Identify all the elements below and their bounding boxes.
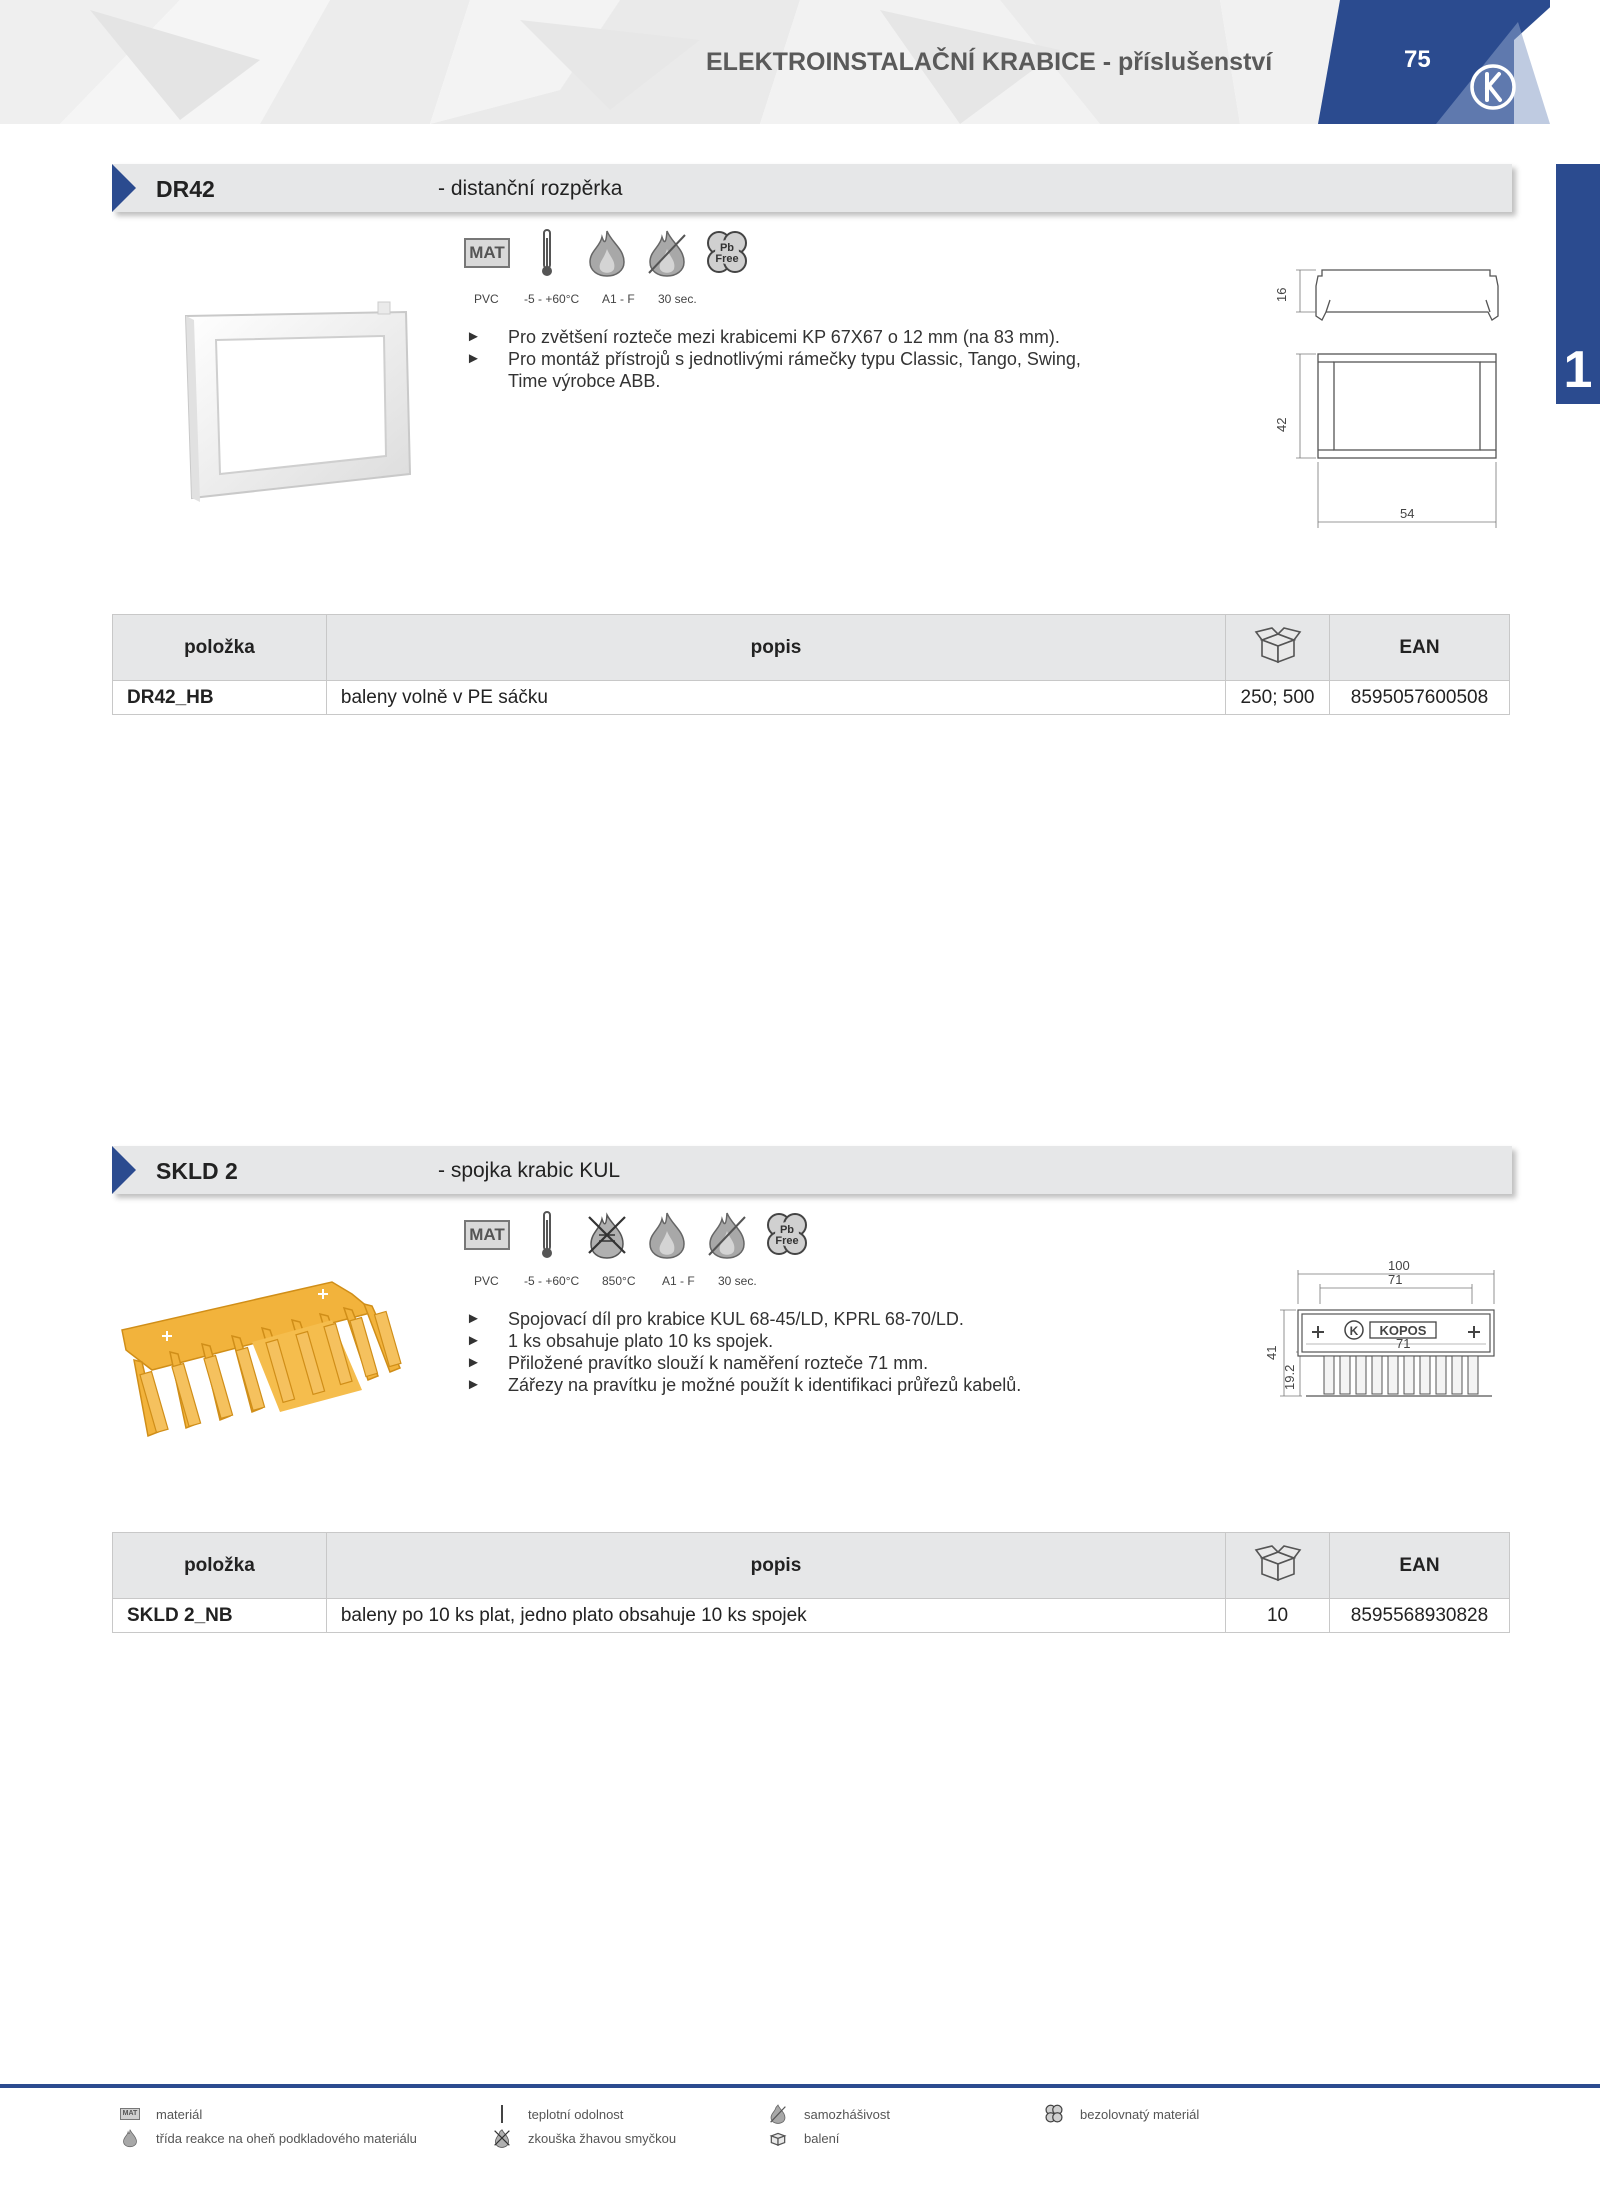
feature-item: ► Pro zvětšení rozteče mezi krabicemi KP 67X67 o 12 mm (na 83 mm). <box>466 327 1060 347</box>
page-number: 75 <box>1404 46 1431 73</box>
legend-item-package: balení <box>766 2128 839 2148</box>
svg-text:19.2: 19.2 <box>1282 1364 1297 1390</box>
product-header-skld2 <box>112 1146 1512 1194</box>
column-header-ean: EAN <box>1329 615 1509 681</box>
product-code: SKLD 2 <box>156 1158 238 1184</box>
svg-text:KOPOS: KOPOS <box>1379 1323 1427 1338</box>
icon-label: 30 sec. <box>658 292 697 306</box>
feature-item: ► Pro montáž přístrojů s jednotlivými rámečky typu Classic, Tango, Swing, <box>466 349 1081 369</box>
cell-ean: 8595057600508 <box>1329 681 1509 715</box>
pb-free-icon <box>758 1210 816 1260</box>
material-icon: MAT <box>458 1210 516 1260</box>
cell-item: SKLD 2_NB <box>113 1599 327 1633</box>
icon-label: 850°C <box>602 1274 636 1288</box>
self-extinguish-icon <box>638 228 696 278</box>
footer-line <box>0 2084 1600 2088</box>
cell-pack: 250; 500 <box>1226 681 1330 715</box>
column-header-desc: popis <box>326 1533 1225 1599</box>
product-photo-dr42 <box>178 298 418 508</box>
pb-free-icon <box>698 228 756 278</box>
icon-label: A1 - F <box>602 292 635 306</box>
svg-text:41: 41 <box>1264 1345 1279 1360</box>
property-icons <box>458 1210 818 1260</box>
product-photo-skld2 <box>112 1272 432 1472</box>
product-code: DR42 <box>156 176 215 202</box>
legend-item-fire-class: třída reakce na oheň podkladového materiálu <box>118 2128 417 2148</box>
pb-free-icon <box>1042 2104 1066 2124</box>
svg-text:42: 42 <box>1274 417 1289 432</box>
svg-text:16: 16 <box>1274 287 1289 302</box>
product-table-dr42 <box>112 614 1510 715</box>
table-row <box>113 681 1510 715</box>
product-header-dr42 <box>112 164 1512 212</box>
svg-text:Free: Free <box>715 253 739 265</box>
self-extinguish-icon <box>698 1210 756 1260</box>
legend-item-glow-wire: zkouška žhavou smyčkou <box>490 2128 676 2148</box>
column-header-item: položka <box>113 615 327 681</box>
svg-text:54: 54 <box>1400 506 1415 521</box>
thermometer-icon <box>518 1210 576 1260</box>
glow-wire-icon <box>490 2128 514 2148</box>
icon-label: -5 - +60°C <box>524 1274 580 1288</box>
icon-label: -5 - +60°C <box>524 292 580 306</box>
legend-item-pb-free: bezolovnatý materiál <box>1042 2104 1199 2124</box>
svg-text:71: 71 <box>1388 1272 1403 1287</box>
arrow-marker-icon <box>112 164 136 212</box>
package-icon <box>1226 1533 1330 1599</box>
feature-item: ► 1 ks obsahuje plato 10 ks spojek. <box>466 1331 774 1351</box>
feature-item: ► Přiložené pravítko slouží k naměření rozteče 71 mm. <box>466 1353 929 1373</box>
package-icon <box>766 2128 790 2148</box>
icon-label: PVC <box>474 1274 499 1288</box>
cell-item: DR42_HB <box>113 681 327 715</box>
technical-drawing-skld2 <box>1246 1256 1510 1406</box>
package-icon <box>1226 615 1330 681</box>
feature-item: ► Zářezy na pravítku je možné použít k identifikaci průřezů kabelů. <box>466 1375 1022 1395</box>
icon-label: 30 sec. <box>718 1274 757 1288</box>
chapter-number: 1 <box>1563 341 1593 399</box>
column-header-ean: EAN <box>1329 1533 1509 1599</box>
feature-item: ► Spojovací díl pro krabice KUL 68-45/LD, KPRL 68-70/LD. <box>466 1309 964 1329</box>
column-header-item: položka <box>113 1533 327 1599</box>
product-description: - spojka krabic KUL <box>438 1159 621 1182</box>
icon-label: PVC <box>474 292 499 306</box>
material-icon: MAT <box>118 2104 142 2124</box>
legend-item-material: MAT materiál <box>118 2104 202 2124</box>
property-icons <box>458 228 758 278</box>
svg-text:100: 100 <box>1388 1258 1410 1273</box>
thermometer-icon <box>518 228 576 278</box>
page-title: ELEKTROINSTALAČNÍ KRABICE - příslušenství <box>706 48 1273 76</box>
thermometer-icon <box>490 2104 514 2124</box>
column-header-desc: popis <box>326 615 1225 681</box>
feature-list <box>466 326 1081 392</box>
legend-item-temperature: teplotní odolnost <box>490 2104 623 2124</box>
svg-text:Pb: Pb <box>719 242 735 254</box>
glow-wire-icon <box>578 1210 636 1260</box>
flame-icon <box>638 1210 696 1260</box>
table-row <box>113 1599 1510 1633</box>
product-table-skld2 <box>112 1532 1510 1633</box>
icon-label: A1 - F <box>662 1274 695 1288</box>
svg-text:Pb: Pb <box>779 1224 795 1236</box>
svg-text:71: 71 <box>1396 1336 1411 1351</box>
feature-list <box>466 1308 1021 1396</box>
arrow-marker-icon <box>112 1146 136 1194</box>
svg-text:Free: Free <box>775 1235 799 1247</box>
svg-text:K: K <box>1349 1324 1359 1338</box>
self-extinguish-icon <box>766 2104 790 2124</box>
kopos-logo-icon <box>1468 62 1518 112</box>
material-icon: MAT <box>458 228 516 278</box>
flame-icon <box>118 2128 142 2148</box>
cell-desc: baleny volně v PE sáčku <box>326 681 1225 715</box>
product-description: - distanční rozpěrka <box>438 177 623 200</box>
flame-icon <box>578 228 636 278</box>
cell-pack: 10 <box>1226 1599 1330 1633</box>
feature-item: Time výrobce ABB. <box>508 371 661 391</box>
technical-drawing-dr42 <box>1260 262 1520 532</box>
cell-desc: baleny po 10 ks plat, jedno plato obsahuje 10 ks spojek <box>326 1599 1225 1633</box>
cell-ean: 8595568930828 <box>1329 1599 1509 1633</box>
legend-item-self-extinguish: samozhášivost <box>766 2104 890 2124</box>
